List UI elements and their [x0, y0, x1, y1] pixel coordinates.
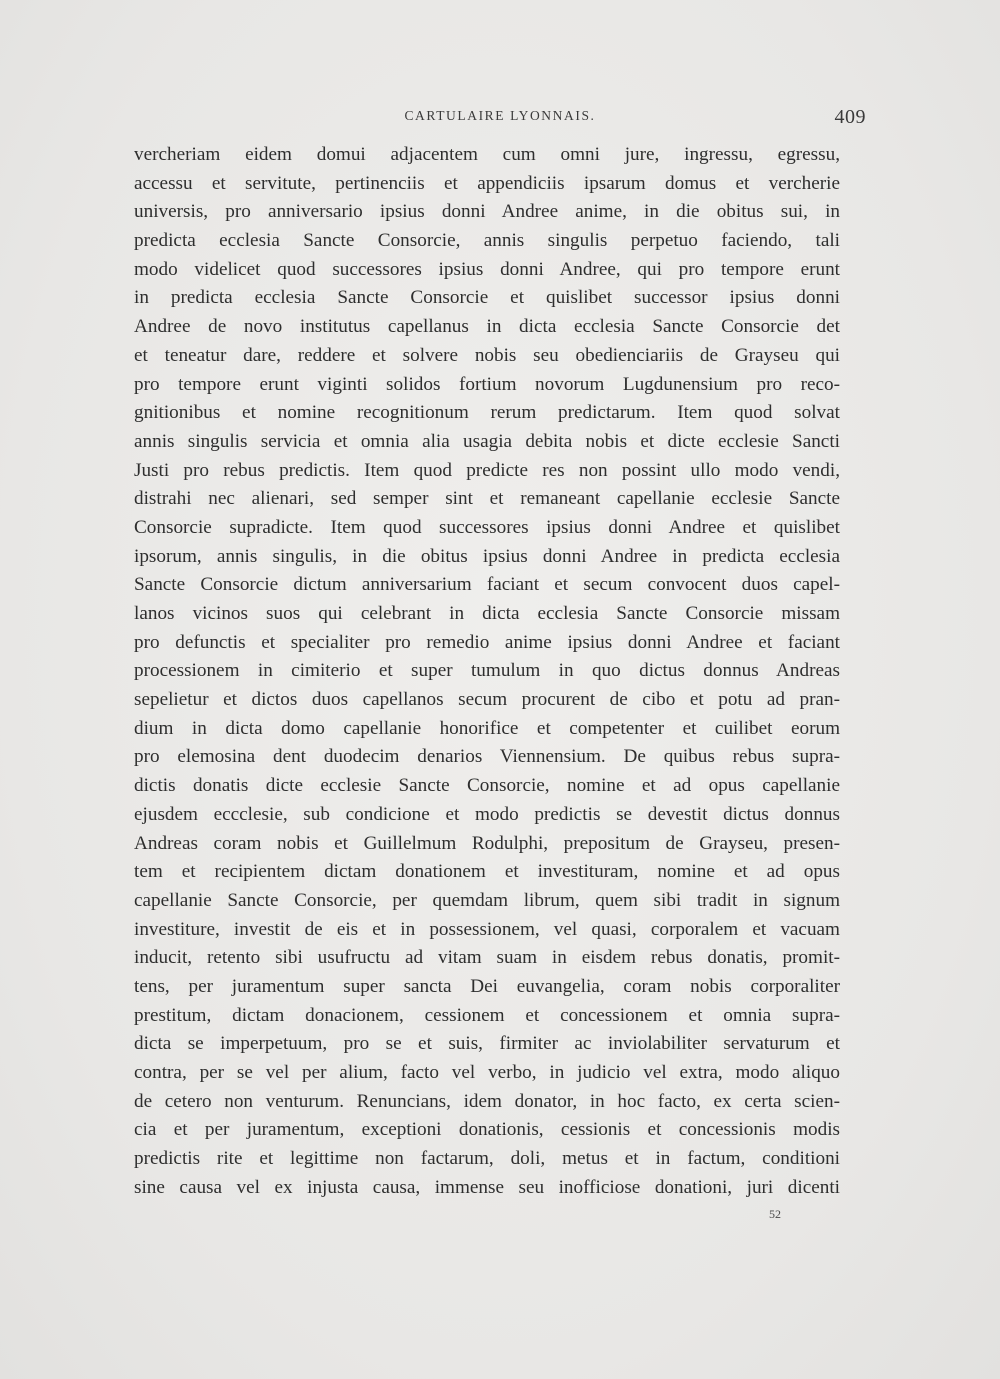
text-line: cia et per juramentum, exceptioni donationis, cessionis et concessionis modis [134, 1119, 840, 1141]
text-line: processionem in cimiterio et super tumulum in quo dictus donnus Andreas [134, 660, 840, 682]
text-line: lanos vicinos suos qui celebrant in dicta ecclesia Sancte Consorcie missam [134, 603, 840, 624]
text-line: capellanie Sancte Consorcie, per quemdam librum, quem sibi tradit in signum [134, 889, 840, 911]
text-line: predicta ecclesia Sancte Consorcie, annis singulis perpetuo faciendo, tali [134, 230, 840, 252]
text-line: sine causa vel ex injusta causa, immense seu inofficiose donationi, juri dicenti [134, 1176, 840, 1198]
text-line: Andreas coram nobis et Guillelmum Rodulphi, prepositum de Grayseu, presen- [134, 832, 840, 854]
text-line: prestitum, dictam donacionem, cessionem et concessionem et omnia supra- [134, 1004, 840, 1026]
text-line: sepelietur et dictos duos capellanos secum procurent de cibo et potu ad pran- [134, 689, 840, 711]
text-line: dictis donatis dicte ecclesie Sancte Consorcie, nomine et ad opus capellanie [134, 775, 840, 797]
text-line: dium in dicta domo capellanie honorifice et competenter et cuilibet eorum [134, 717, 840, 739]
text-line: universis, pro anniversario ipsius donni Andree anime, in die obitus sui, in [134, 201, 840, 223]
text-line: et teneatur dare, reddere et solvere nobis seu obedienciariis de Grayseu qui [134, 344, 840, 366]
text-line: ipsorum, annis singulis, in die obitus ipsius donni Andree in predicta ecclesia [134, 545, 840, 567]
text-line: accessu et servitute, pertinenciis et appendiciis ipsarum domus et vercherie [134, 172, 840, 194]
text-line: Consorcie supradicte. Item quod successores ipsius donni Andree et quislibet [134, 516, 840, 538]
text-line: distrahi nec alienari, sed semper sint et remaneant capellanie ecclesie Sancte [134, 488, 840, 510]
text-line: ejusdem eccclesie, sub condicione et modo predictis se devestit dictus donnus [134, 803, 840, 825]
signature-mark: 52 [769, 1207, 781, 1221]
text-line: gnitionibus et nomine recognitionum rerum predictarum. Item quod solvat [134, 402, 840, 424]
text-line: Sancte Consorcie dictum anniversarium faciant et secum convocent duos capel- [134, 574, 840, 596]
text-line: modo videlicet quod successores ipsius donni Andree, qui pro tempore erunt [134, 258, 840, 280]
text-line: inducit, retento sibi usufructu ad vitam suam in eisdem rebus donatis, promit- [134, 947, 840, 969]
body-text [134, 141, 840, 1202]
text-line: annis singulis servicia et omnia alia usagia debita nobis et dicte ecclesie Sancti [134, 430, 840, 452]
text-line: Justi pro rebus predictis. Item quod predicte res non possint ullo modo vendi, [134, 459, 840, 481]
text-line: dicta se imperpetuum, pro se et suis, firmiter ac inviolabiliter servaturum et [134, 1033, 840, 1055]
text-line: tem et recipientem dictam donationem et investituram, nomine et ad opus [134, 861, 840, 883]
text-line: pro tempore erunt viginti solidos fortium novorum Lugdunensium pro reco- [134, 373, 840, 395]
page-number: 409 [834, 106, 866, 128]
text-line: predictis rite et legittime non factarum, doli, metus et in factum, conditioni [134, 1148, 840, 1170]
text-line: pro defunctis et specialiter pro remedio anime ipsius donni Andree et faciant [134, 631, 840, 653]
text-line: pro elemosina dent duodecim denarios Viennensium. De quibus rebus supra- [134, 746, 840, 768]
text-line: investiture, investit de eis et in possessionem, vel quasi, corporalem et vacuam [134, 918, 840, 940]
text-line: de cetero non venturum. Renuncians, idem donator, in hoc facto, ex certa scien- [134, 1090, 840, 1112]
running-head: CARTULAIRE LYONNAIS. [404, 108, 596, 123]
text-line: vercheriam eidem domui adjacentem cum omni jure, ingressu, egressu, [134, 144, 840, 165]
text-line: Andree de novo institutus capellanus in dicta ecclesia Sancte Consorcie det [134, 316, 840, 338]
text-line: in predicta ecclesia Sancte Consorcie et quislibet successor ipsius donni [134, 287, 840, 309]
text-line: tens, per juramentum super sancta Dei euvangelia, coram nobis corporaliter [134, 975, 840, 997]
text-line: contra, per se vel per alium, facto vel verbo, in judicio vel extra, modo aliquo [134, 1062, 840, 1083]
